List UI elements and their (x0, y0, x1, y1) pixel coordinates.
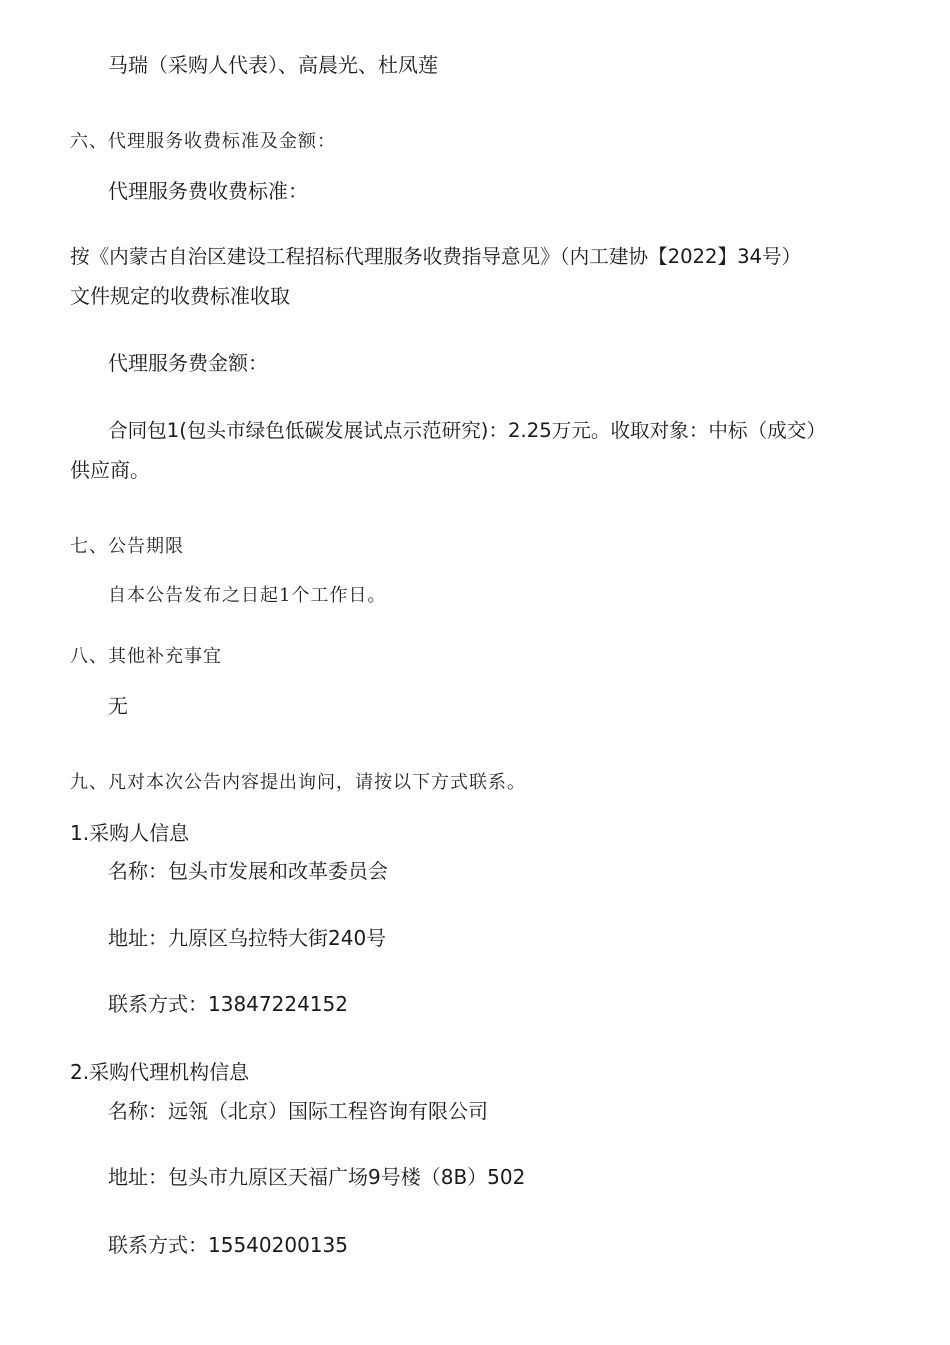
agency-contact: 联系方式：15540200135 (108, 1233, 348, 1257)
purchaser-contact: 联系方式：13847224152 (108, 992, 348, 1016)
agency-info-title: 2.采购代理机构信息 (70, 1060, 250, 1084)
committee-members: 马瑞（采购人代表）、高晨光、杜凤莲 (108, 53, 438, 77)
supplementary-text: 无 (108, 694, 128, 718)
fee-amount-text-line1: 合同包1(包头市绿色低碳发展试点示范研究)：2.25万元。收取对象：中标（成交） (108, 419, 826, 442)
fee-amount-text-line2: 供应商。 (70, 458, 150, 482)
purchaser-address: 地址：九原区乌拉特大街240号 (108, 926, 387, 950)
section-7-heading: 七、公告期限 (70, 536, 184, 557)
section-9-heading: 九、凡对本次公告内容提出询问，请按以下方式联系。 (70, 772, 526, 793)
fee-standard-text-line2: 文件规定的收费标准收取 (70, 284, 290, 308)
announcement-period-text: 自本公告发布之日起1个工作日。 (108, 585, 387, 606)
agency-address: 地址：包头市九原区天福广场9号楼（8B）502 (108, 1165, 526, 1189)
agency-name: 名称：远瓴（北京）国际工程咨询有限公司 (108, 1099, 488, 1123)
fee-standard-text-line1: 按《内蒙古自治区建设工程招标代理服务收费指导意见》（内工建协【2022】34号） (70, 245, 802, 268)
section-8-heading: 八、其他补充事宜 (70, 646, 222, 667)
purchaser-name: 名称：包头市发展和改革委员会 (108, 859, 388, 883)
purchaser-info-title: 1.采购人信息 (70, 821, 190, 845)
section-6-heading: 六、代理服务收费标准及金额： (70, 131, 336, 152)
fee-standard-label: 代理服务费收费标准： (108, 179, 308, 203)
fee-amount-label: 代理服务费金额： (108, 351, 268, 375)
